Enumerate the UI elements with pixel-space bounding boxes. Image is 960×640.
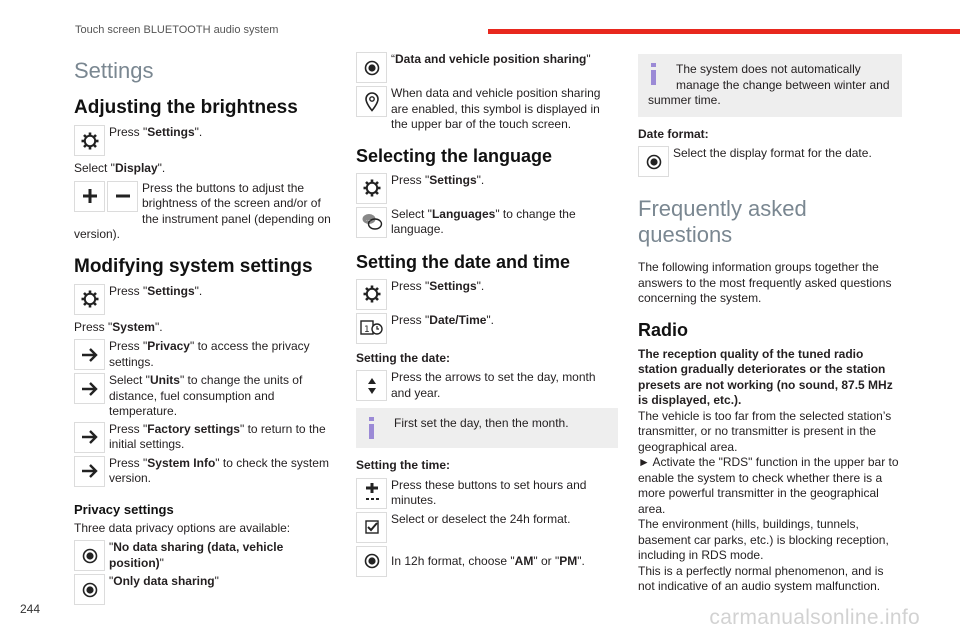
checkbox-icon (356, 512, 387, 543)
privacy-intro: Three data privacy options are available: (74, 520, 291, 535)
keyword: Settings (429, 172, 477, 187)
heading-date-time: Setting the date and time (356, 251, 571, 272)
column-1 (74, 52, 336, 608)
radio-question: The reception quality of the tuned radio station gradually deteriorates or the station presets are not working (no sound, 87.5 MHz is displayed, etc.). (638, 346, 893, 407)
step-brightness-buttons (74, 181, 336, 243)
arrow-right-icon (74, 422, 105, 453)
text: Press " (391, 278, 430, 293)
text: Press the buttons to adjust the brightness of the screen and/or of the instrument panel (depending on version). (74, 180, 331, 241)
up-down-arrows-icon (356, 370, 387, 401)
column-2 (356, 52, 618, 580)
step-factory (74, 422, 336, 454)
setting-time-label: Setting the time: (356, 458, 451, 472)
text: Press " (109, 339, 148, 353)
text: Select " (109, 373, 150, 387)
keyword: AM (514, 553, 534, 568)
heading-brightness: Adjusting the brightness (74, 97, 298, 118)
radio-answer-2: ► Activate the "RDS" function in the upper bar to enable the system to check whether there is a more powerful transmitter in the geographical area. (638, 455, 899, 516)
info-note-summer-time (638, 54, 902, 117)
radio-button-icon (74, 574, 105, 605)
step-am-pm (356, 546, 618, 578)
text: " to change the language. (391, 206, 576, 236)
setting-date-label: Setting the date: (356, 350, 451, 365)
keyword: No data sharing (data, vehicle position) (109, 540, 284, 570)
heading-system-settings: Modifying system settings (74, 255, 313, 277)
text: ". (194, 125, 203, 139)
text: " (109, 574, 114, 588)
step-arrows (356, 370, 618, 402)
text: Press " (391, 312, 430, 327)
text: " (109, 540, 114, 554)
keyword: System Info (147, 455, 216, 470)
text: " or " (533, 553, 560, 568)
language-icon (356, 207, 387, 238)
step-press-date-time (356, 313, 618, 345)
calendar-clock-icon (356, 313, 387, 344)
text: " to return to the initial settings. (109, 421, 326, 451)
gear-icon (356, 173, 387, 204)
text: ". (157, 161, 166, 175)
step-units (74, 373, 336, 420)
svg-text:...: ... (365, 217, 371, 223)
watermark: carmanualsonline.info (709, 606, 920, 629)
minus-icon (107, 181, 138, 212)
privacy-option-1 (74, 540, 336, 572)
keyword: Privacy (147, 339, 190, 353)
step-hours-minutes (356, 478, 618, 510)
keyword: Factory settings (147, 421, 240, 436)
section-title-faq: Frequently asked questions (638, 196, 807, 247)
heading-language: Selecting the language (356, 145, 553, 166)
press-system (74, 320, 336, 336)
arrow-right-icon (74, 339, 105, 370)
text: Press these buttons to set hours and minutes. (391, 477, 587, 507)
keyword: Data and vehicle position sharing (395, 52, 587, 66)
step-press-settings (74, 284, 336, 316)
keyword: Only data sharing (113, 574, 215, 588)
keyword: System (112, 319, 155, 334)
text: Select " (74, 161, 115, 175)
text: Press " (109, 455, 148, 470)
text: The system does not automatically manage the change between winter and summer time. (648, 62, 890, 107)
keyword: Date/Time (429, 312, 487, 327)
gear-icon (356, 279, 387, 310)
text: Select or deselect the 24h format. (391, 511, 571, 526)
text: Press " (109, 283, 148, 298)
plus-icon (74, 181, 105, 212)
text: " to check the system version. (109, 455, 329, 485)
radio-button-icon (356, 546, 387, 577)
keyword: Settings (147, 283, 195, 298)
faq-intro: The following information groups together the answers to the most frequently asked questions concerning the system. (638, 260, 892, 305)
keyword: PM (559, 553, 578, 568)
step-date-format (638, 146, 902, 178)
text: Press the arrows to set the day, month and year. (391, 370, 596, 400)
step-24h-format (356, 512, 618, 544)
text: ". (476, 278, 485, 293)
text: Press " (74, 319, 113, 334)
text: " to access the privacy settings. (109, 339, 310, 369)
step-select-language (356, 207, 618, 239)
arrow-right-icon (74, 373, 105, 404)
keyword: Settings (147, 125, 195, 139)
step-privacy (74, 339, 336, 371)
text: Select " (391, 206, 432, 221)
radio-answer-1: The vehicle is too far from the selected station’s transmitter, or no transmitter is present in the geographical area. (638, 408, 892, 454)
text: ". (577, 553, 585, 568)
step-press-settings (356, 173, 618, 205)
keyword: Units (149, 373, 180, 387)
text: ". (194, 283, 203, 298)
radio-button-icon (638, 146, 669, 177)
step-system-info (74, 456, 336, 488)
text: ". (476, 172, 485, 187)
gear-icon (74, 125, 105, 156)
location-symbol-note (356, 86, 618, 133)
gear-icon (74, 284, 105, 315)
heading-radio: Radio (638, 319, 689, 340)
column-3 (638, 52, 902, 595)
radio-answer-3: The environment (hills, buildings, tunnels, basement car parks, etc.) is blocking reception, including in RDS mode. (638, 517, 889, 562)
text: Press " (109, 421, 148, 436)
text: Press " (391, 172, 430, 187)
plus-minus-icon (356, 478, 387, 509)
keyword: Display (114, 161, 158, 175)
header-accent-bar (488, 29, 960, 34)
info-icon (366, 416, 390, 440)
select-display (74, 161, 336, 177)
text: ". (486, 312, 495, 327)
keyword: Settings (429, 278, 477, 293)
running-title: Touch screen BLUETOOTH audio system (75, 24, 279, 36)
step-press-settings (356, 279, 618, 311)
text: ". (154, 319, 163, 334)
text: “ (391, 52, 395, 66)
heading-privacy-settings: Privacy settings (74, 501, 174, 517)
page-number: 244 (20, 602, 41, 616)
svg-text:1: 1 (363, 325, 370, 335)
info-note-date (356, 408, 618, 448)
text: " to change the units of distance, fuel consumption and temperature. (109, 373, 303, 418)
location-pin-icon (356, 86, 387, 117)
text: " (214, 574, 219, 588)
text: First set the day, then the month. (394, 416, 569, 430)
privacy-option-2 (74, 574, 336, 606)
text: Select the display format for the date. (673, 146, 872, 160)
arrow-right-icon (74, 456, 105, 487)
text: When data and vehicle position sharing are enabled, this symbol is displayed in the upper bar of the touch screen. (391, 86, 601, 131)
text: " (159, 555, 164, 570)
text: Press " (109, 125, 148, 139)
text: " (586, 52, 591, 66)
radio-button-icon (356, 52, 387, 83)
radio-button-icon (74, 540, 105, 571)
step-press-settings (74, 125, 336, 157)
privacy-option-3 (356, 52, 618, 84)
date-format-label: Date format: (638, 126, 709, 141)
radio-answer-4: This is a perfectly normal phenomenon, and is not indicative of an audio system malfunction. (638, 563, 884, 593)
info-icon (648, 62, 672, 86)
section-title-settings: Settings (74, 58, 154, 83)
keyword: Languages (431, 206, 496, 221)
text: In 12h format, choose " (391, 553, 515, 568)
